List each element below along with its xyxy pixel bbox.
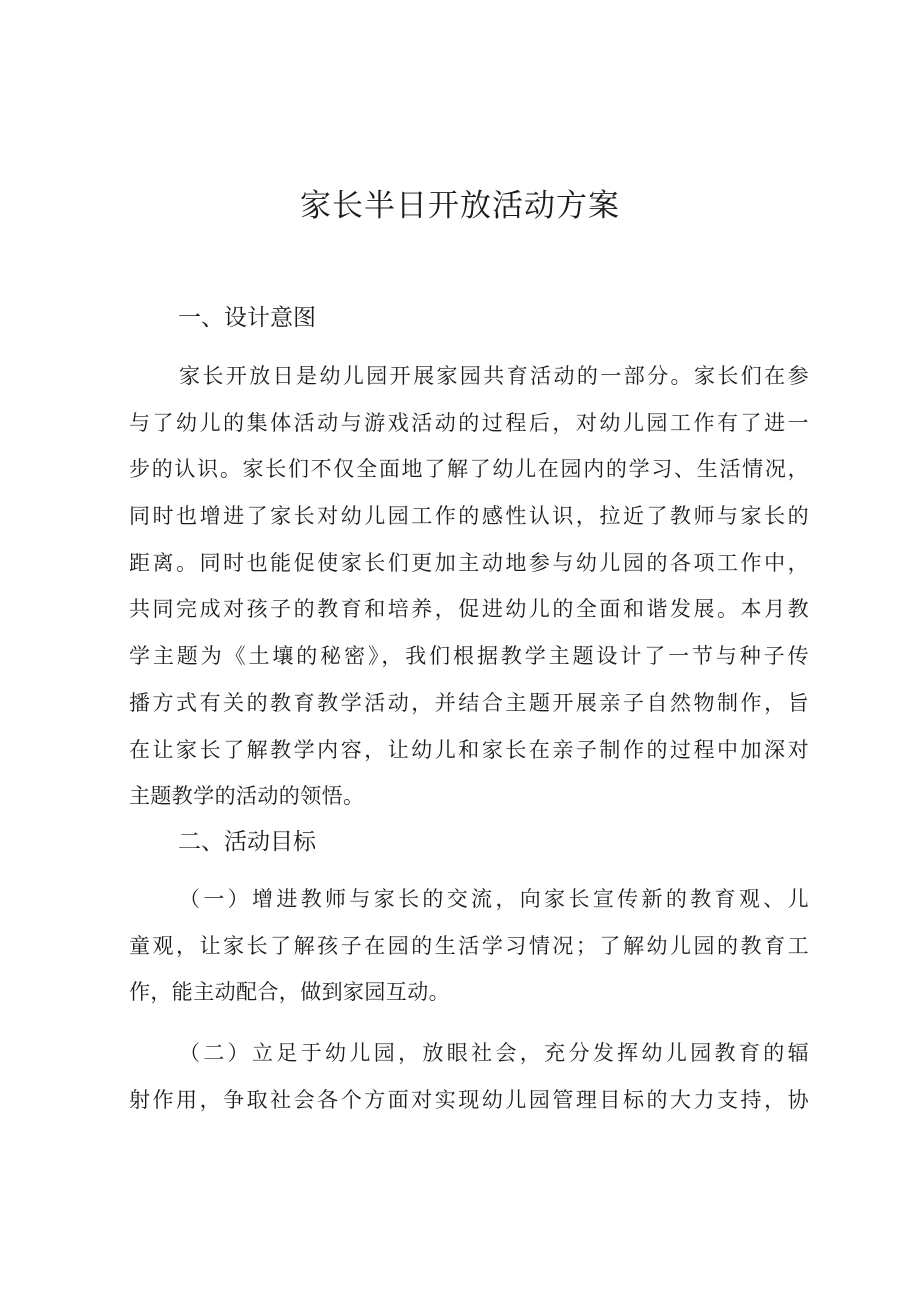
paragraph-line: 距离。同时也能促使家长们更加主动地参与幼儿园的各项工作中， [129,550,809,575]
paragraph-line: 步的认识。家长们不仅全面地了解了幼儿在园内的学习、生活情况， [129,457,809,482]
paragraph-line: 学主题为《土壤的秘密》，我们根据教学主题设计了一节与种子传 [129,644,809,669]
document-title: 家长半日开放活动方案 [300,188,620,224]
paragraph-line: 主题教学的活动的领悟。 [129,784,365,809]
paragraph-design-intent [129,353,809,820]
paragraph-line: 同时也增进了家长对幼儿园工作的感性认识，拉近了教师与家长的 [129,504,809,529]
paragraph-line: 播方式有关的教育教学活动，并结合主题开展亲子自然物制作，旨 [129,690,809,715]
paragraph-line: 与了幼儿的集体活动与游戏活动的过程后，对幼儿园工作有了进一 [129,410,809,435]
paragraph-line: 童观，让家长了解孩子在园的生活学习情况；了解幼儿园的教育工 [129,933,809,958]
paragraph-goal-2 [129,1030,809,1123]
section-heading-activity-goals: 二、活动目标 [178,829,316,855]
section-heading-design-intent: 一、设计意图 [178,305,316,331]
paragraph-goal-1 [129,876,809,1016]
paragraph-line: 作，能主动配合，做到家园互动。 [129,980,450,1005]
paragraph-line: （一）增进教师与家长的交流，向家长宣传新的教育观、儿 [179,887,809,911]
paragraph-line: （二）立足于幼儿园，放眼社会，充分发挥幼儿园教育的辐 [179,1041,809,1065]
paragraph-line: 在让家长了解教学内容，让幼儿和家长在亲子制作的过程中加深对 [129,737,809,762]
paragraph-line: 共同完成对孩子的教育和培养，促进幼儿的全面和谐发展。本月教 [129,597,809,622]
paragraph-line: 射作用，争取社会各个方面对实现幼儿园管理目标的大力支持，协 [129,1087,809,1112]
paragraph-line: 家长开放日是幼儿园开展家园共育活动的一部分。家长们在参 [179,364,809,388]
